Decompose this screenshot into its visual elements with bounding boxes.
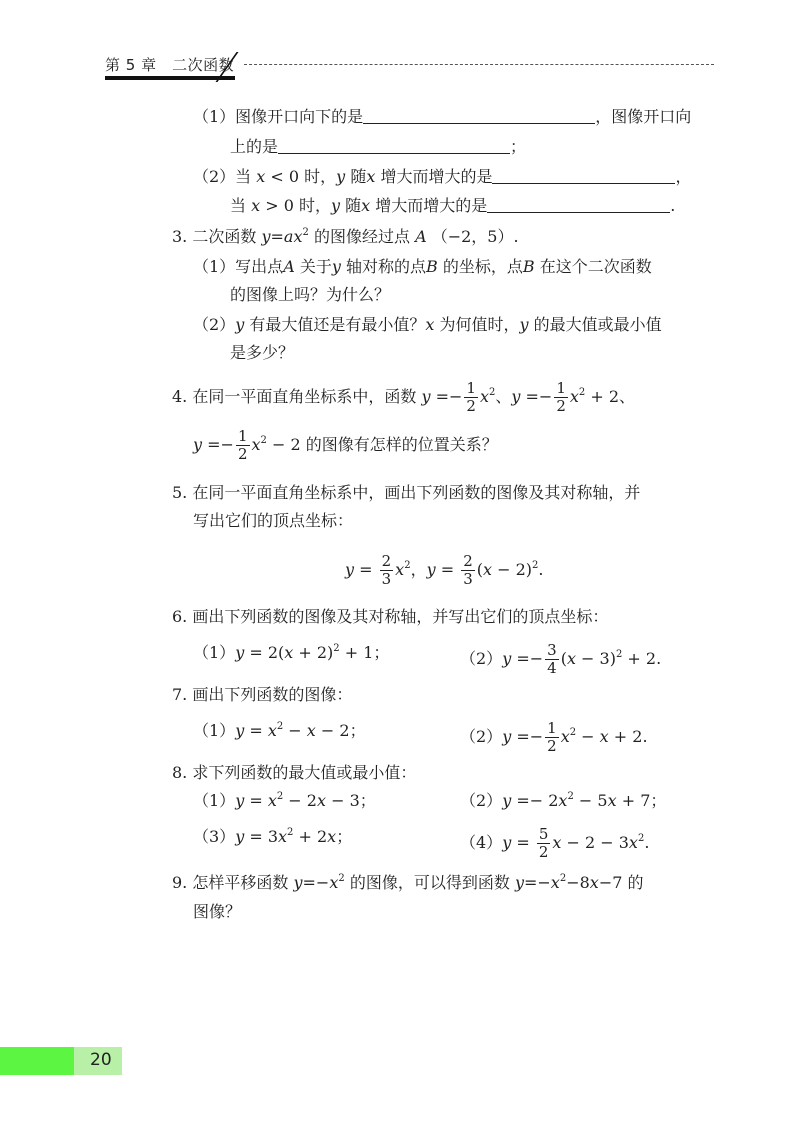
q6-text: 画出下列函数的图像及其对称轴，并写出它们的顶点坐标：: [192, 607, 609, 626]
q3-part2-line2: 是多少？: [230, 343, 295, 362]
q3-part2-line1: （2）y 有最大值还是有最小值？x 为何值时，y 的最大值或最小值: [193, 315, 662, 334]
q3-s2-b: 有最大值还是有最小值？: [249, 315, 426, 334]
q3-s1-e: 在这个二次函数: [539, 257, 652, 276]
q5-formulas: y = $\frac{2}{3}$ $x^2$，y = $\frac{2}{3}$ $(x - 2)^2$.: [345, 552, 544, 588]
q8-item3-label: （3）: [193, 827, 236, 846]
q7-item1: $(1)y = x^2 - x - 2$；: [193, 721, 366, 740]
q2-p3-text-a: 当: [230, 196, 247, 215]
fraction: $\frac{2}{3}$: [463, 552, 473, 588]
q3-s2-a: （2）: [193, 315, 236, 334]
q2-p1-text-c: 上的是: [230, 137, 279, 156]
q2-part1-line1: [193, 106, 691, 128]
fraction: $\frac{1}{2}$: [547, 719, 557, 755]
q8-item1: $(1)y = x^2 - 2x - 3$；: [193, 791, 376, 810]
answer-blank[interactable]: [278, 137, 510, 154]
q4-number: 4.: [172, 387, 188, 406]
q7-item1-label: （1）: [193, 721, 236, 740]
q6-item2: （2）y =− $\frac{3}{4}$ $(x - 3)^2 + 2$.: [460, 641, 662, 677]
q2-p1-text-a: （1）图像开口向下的是: [193, 107, 364, 126]
q2-p1-text-d: ；: [510, 137, 527, 156]
answer-blank[interactable]: [492, 167, 675, 184]
q7-item2-label: （2）: [460, 727, 503, 746]
q8-stem: [172, 762, 416, 784]
q5-line1: [172, 482, 640, 504]
q2-p1-text-b: ，图像开口向: [595, 107, 692, 126]
q2-part1-line2: [230, 136, 526, 158]
header-dashed-rule: [244, 64, 714, 65]
q5-line2: 写出它们的顶点坐标：: [193, 511, 354, 530]
fraction: $\frac{1}{2}$: [466, 379, 476, 415]
header-underline: [105, 76, 235, 80]
q3-s1-d: 的坐标，点: [442, 257, 523, 276]
q8-item4: （4）y = $\frac{5}{2}$ $x - 2 - 3x^2$.: [460, 825, 650, 861]
q9-text-b: 的图像，可以得到函数: [349, 873, 510, 892]
q3-s2-d: 的最大值或最小值: [533, 315, 662, 334]
fraction: $\frac{1}{2}$: [237, 427, 248, 463]
q3-number: 3.: [172, 227, 188, 246]
q6-number: 6.: [172, 607, 188, 626]
q7-stem: [172, 684, 352, 706]
fraction: $\frac{2}{3}$: [381, 552, 392, 588]
q8-text: 求下列函数的最大值或最小值：: [192, 763, 417, 782]
q2-p3-text-e: .: [670, 196, 676, 215]
fraction: $\frac{1}{2}$: [556, 379, 566, 415]
q2-p2-text-c: 随: [350, 167, 367, 186]
q6-item2-label: （2）: [460, 649, 503, 668]
q3-stem: 3. 二次函数 $y=ax^2$ 的图像经过点 A （−2，5）.: [172, 227, 519, 246]
q9-line2: 图像？: [193, 902, 242, 921]
q3-point: （−2，5）.: [431, 227, 519, 246]
q4-line1: 4. 在同一平面直角坐标系中，函数 y =− $\frac{1}{2}$ $x^2$、y =− $\frac{1}{2}$ $x^2 + 2$、: [172, 379, 636, 415]
q8-number: 8.: [172, 763, 188, 782]
q3-s1-b: 关于: [299, 257, 332, 276]
page-number: 20: [90, 1050, 112, 1070]
answer-blank[interactable]: [487, 196, 670, 213]
q9-text-a: 怎样平移函数: [192, 873, 289, 892]
q2-p2-text-e: ，: [675, 167, 692, 186]
q9-text-c: 的: [627, 873, 644, 892]
q9-number: 9.: [172, 873, 188, 892]
q6-stem: [172, 606, 608, 628]
q3-text-b: 的图像经过点: [313, 227, 410, 246]
q2-part2-line2: 当 x > 0 时，y 随x 增大而增大的是 .: [230, 196, 676, 215]
q7-text: 画出下列函数的图像：: [192, 685, 353, 704]
q4-text-b: 的图像有怎样的位置关系？: [305, 435, 498, 454]
q5-number: 5.: [172, 483, 188, 502]
q3-s1-c: 轴对称的点: [346, 257, 427, 276]
q2-p2-text-d: 增大而增大的是: [380, 167, 493, 186]
answer-blank[interactable]: [363, 107, 595, 124]
q3-s2-c: 为何值时，: [439, 315, 520, 334]
q2-p3-text-d: 增大而增大的是: [375, 196, 488, 215]
q6-item1-label: （1）: [193, 643, 236, 662]
q4-line2: y =− $\frac{1}{2}$ $x^2 - 2$ 的图像有怎样的位置关系？: [193, 427, 498, 463]
fraction: $\frac{5}{2}$: [538, 825, 549, 861]
q9-line1: 9. 怎样平移函数 $y=-x^2$ 的图像，可以得到函数 $y=-x^2-8x-7$ 的: [172, 873, 644, 892]
q7-item2: （2）y =− $\frac{1}{2}$ $x^2 - x + 2$.: [460, 719, 648, 755]
q2-p2-text-a: （2）当: [193, 167, 252, 186]
q6-item1: $(1)y = 2(x + 2)^2 + 1$；: [193, 643, 390, 662]
q2-p3-text-b: 时，: [298, 196, 331, 215]
chapter-title: 第 5 章 二次函数: [105, 56, 235, 74]
q5-text-a: 在同一平面直角坐标系中，画出下列函数的图像及其对称轴，并: [192, 483, 641, 502]
q3-text-a: 二次函数: [192, 227, 257, 246]
q2-p3-text-c: 随: [345, 196, 362, 215]
q3-part1-line2: 的图像上吗？为什么？: [230, 285, 391, 304]
q8-item2-label: （2）: [460, 791, 503, 810]
fraction: $\frac{3}{4}$: [547, 641, 557, 677]
q8-item4-label: （4）: [460, 833, 503, 852]
q2-p2-text-b: 时，: [304, 167, 337, 186]
q8-item1-label: （1）: [193, 791, 236, 810]
q8-item3: $(3)y = 3x^2 + 2x$；: [193, 827, 353, 846]
q3-s1-a: （1）写出点: [193, 257, 284, 276]
q7-number: 7.: [172, 685, 188, 704]
q4-text-a: 在同一平面直角坐标系中，函数: [192, 387, 417, 406]
q3-part1-line1: （1）写出点A 关于y 轴对称的点B 的坐标，点B 在这个二次函数: [193, 257, 652, 276]
q2-part2-line1: （2）当 x < 0 时，y 随x 增大而增大的是 ，: [193, 167, 692, 186]
q8-item2: $(2)y =- 2x^2 - 5x + 7$；: [460, 791, 667, 810]
